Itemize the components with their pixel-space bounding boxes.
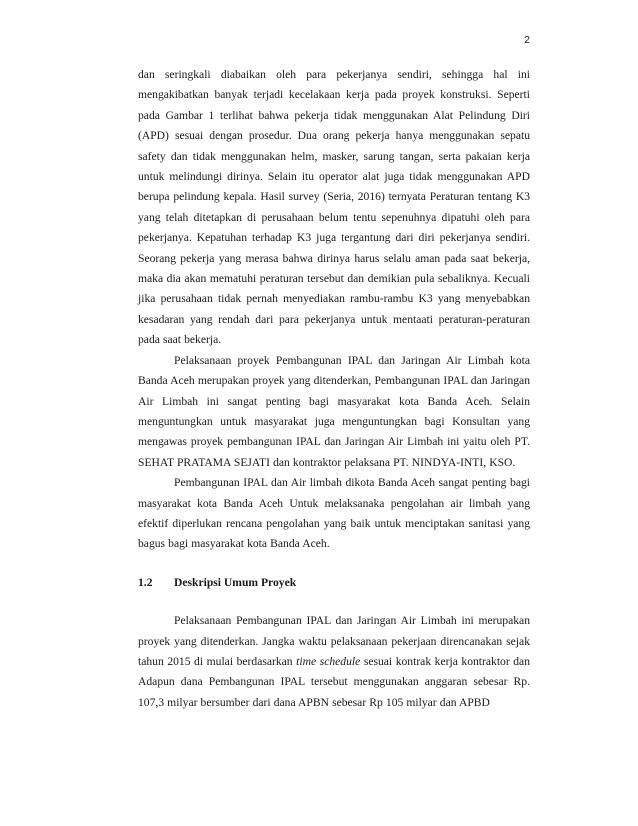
paragraph-text: dan seringkali diabaikan oleh para pekerjanya sendiri, sehingga hal ini mengakibatkan banyak terjadi kecelakaan kerja pada proyek konstruksi. Seperti pada Gambar 1 terlihat bahwa pekerja tidak menggunakan Alat Pelindung Diri (APD) sesuai dengan prosedur. Dua orang pekerja hanya menggunakan sepatu safety dan tidak menggunakan helm, masker, sarung tangan, serta pakaian kerja untuk melindungi dirinya. Selain itu operator alat juga tidak menggunakan APD berupa pelindung kepala. Hasil survey (Seria, 2016) ternyata Peraturan tentang K3 yang telah ditetapkan di perusahaan belum tentu sepenuhnya dipatuhi oleh para pekerjanya. Kepatuhan terhadap K3 juga tergantung dari diri pekerjanya sendiri. Seorang pekerja yang merasa bahwa dirinya harus selalu aman pada saat bekerja, maka dia akan mematuhi peraturan tersebut dan demikian pula sebaliknya. Kecuali jika perusahaan tidak pernah menyediakan rambu-rambu K3 yang menyebabkan kesadaran yang rendah dari para pekerjanya untuk mentaati peraturan-peraturan pada saat bekerja. bbox=[138, 68, 530, 347]
section-paragraphs bbox=[138, 611, 530, 713]
paragraph-p1 bbox=[138, 65, 530, 351]
italic-term: time schedule bbox=[296, 654, 361, 668]
paragraph-p2 bbox=[138, 351, 530, 473]
section-number: 1.2 bbox=[138, 575, 153, 589]
intro-paragraphs bbox=[138, 65, 530, 555]
paragraph-text: sesuai kontrak kerja kontraktor dan Adapun dana Pembangunan IPAL tersebut menggunakan anggaran sebesar Rp. 107,3 milyar bersumber dari dana APBN sebesar Rp 105 milyar dan APBD bbox=[138, 654, 531, 709]
paragraph-p4 bbox=[138, 611, 530, 713]
page-number: 2 bbox=[524, 34, 530, 46]
section-heading bbox=[138, 573, 530, 593]
paragraph-p3 bbox=[138, 473, 530, 555]
paragraph-text: Pelaksanaan proyek Pembangunan IPAL dan Jaringan Air Limbah kota Banda Aceh merupakan proyek yang ditenderkan, Pembangunan IPAL dan Jaringan Air Limbah ini sangat penting bagi masyarakat kota Banda Aceh. Selain menguntungkan untuk masyarakat juga menguntungkan bagi Konsultan yang mengawas proyek pembangunan IPAL dan Jaringan Air Limbah ini yaitu oleh PT. SEHAT PRATAMA SEJATI dan kontraktor pelaksana PT. NINDYA-INTI, KSO. bbox=[138, 353, 530, 469]
section-title: Deskripsi Umum Proyek bbox=[174, 575, 297, 589]
paragraph-text: Pelaksanaan Pembangunan IPAL dan Jaringan Air Limbah ini merupakan proyek yang ditenderkan. Jangka waktu pelaksanaan pekerjaan direncanakan sejak tahun 2015 di mulai berdasarkan bbox=[138, 614, 530, 668]
paragraph-text: Pembangunan IPAL dan Air limbah dikota Banda Aceh sangat penting bagi masyarakat kota Banda Aceh Untuk melaksanaka pengolahan air limbah yang efektif diperlukan rencana pengolahan yang baik untuk menciptakan sanitasi yang bagus bagi masyarakat kota Banda Aceh. bbox=[138, 476, 530, 551]
document-body bbox=[138, 65, 530, 713]
